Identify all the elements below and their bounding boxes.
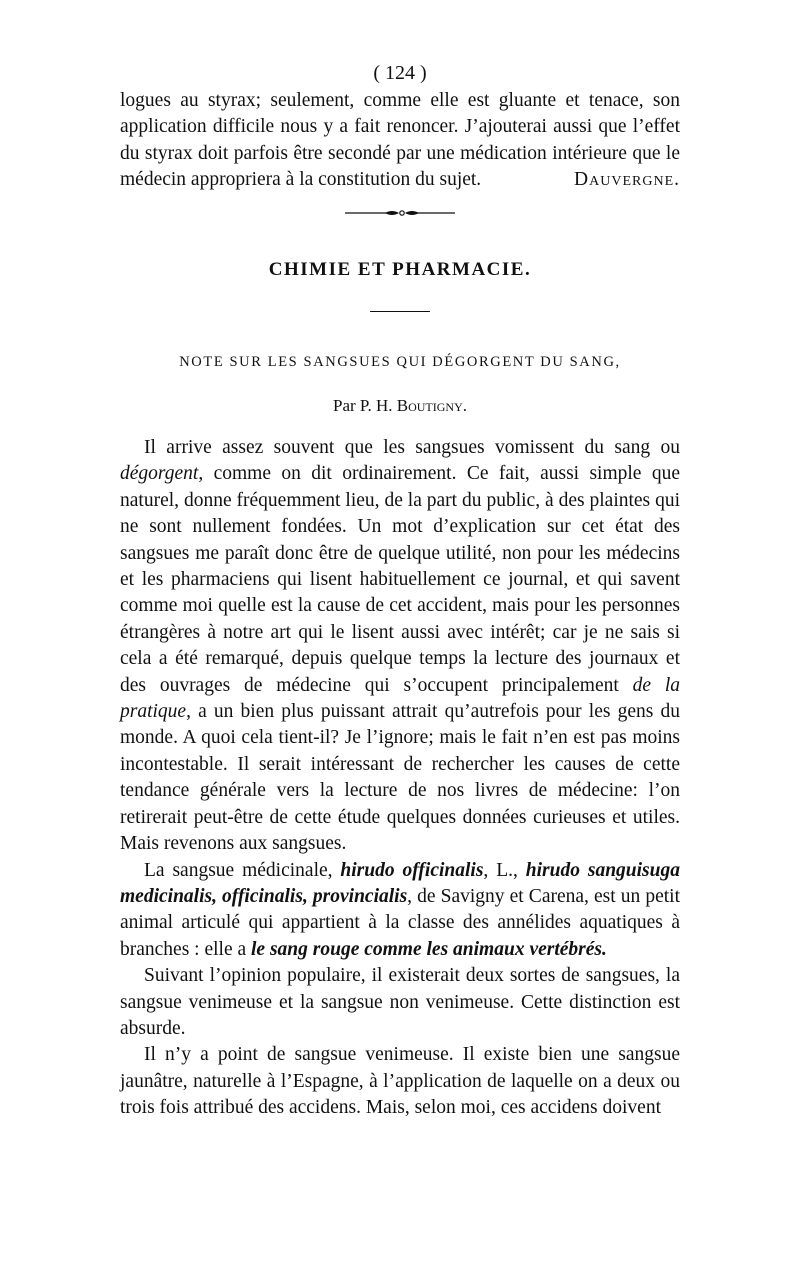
paragraph-2-text-a: La sangsue médicinale, [144, 859, 341, 881]
paragraph-2-emphasis-1: hirudo officinalis [340, 859, 484, 881]
article-byline [0, 393, 800, 419]
continued-text: logues au styrax; seulement, comme elle est gluante et tenace, son application difficile nous y a fait renoncer. J’ajouterai aussi que l’effet du styrax doit parfois être secondé par une médication intérieure que le médecin appropriera à la constitution du sujet. [120, 90, 680, 191]
page-number: ( 124 ) [373, 62, 427, 84]
paragraph-1 [120, 435, 680, 858]
paragraph-1-text-b: , comme on dit ordinairement. Ce fait, aussi simple que naturel, donne fréquemment lieu, de la part du public, à des plaintes qui ne sont nullement fondées. Un mot d’explication sur cet état des sangsues me paraît donc être de quelque utilité, non pour les médecins et les pharmaciens qui lisent habituellement ce journal, et qui savent comme moi quelle est la cause de cet accident, mais pour les personnes étrangères à notre art qui le lisent aussi avec intérêt; car je ne sais si cela a été remarqué, depuis quelque temps la lecture des journaux et des ouvrages de médecine qui s’occupent principalement [120, 463, 680, 696]
paragraph-2-emphasis-3: le sang rouge comme les animaux vertébrés. [251, 938, 607, 960]
section-title: CHIMIE ET PHARMACIE. [268, 259, 532, 280]
paragraph-1-emphasis-1: dégorgent [120, 463, 199, 485]
byline-prefix: Par P. H. [332, 396, 397, 415]
title-rule [370, 311, 430, 312]
paragraph-1-emphasis-2: de la pratique [120, 674, 680, 723]
author-signature: Dauvergne. [574, 169, 680, 191]
article-title: NOTE SUR LES SANGSUES QUI DÉGORGENT DU SANG, [179, 354, 621, 370]
paragraph-1-text-a: Il arrive assez souvent que les sangsues vomissent du sang ou [144, 437, 680, 458]
author-name: Boutigny. [396, 396, 467, 415]
ornament-divider [345, 206, 455, 220]
paragraph-2-text-c: , de Savigny et Carena, est un petit animal articulé qui appartient à la classe des annélides aquatiques à branches : elle a [120, 885, 680, 960]
article-body [120, 435, 680, 1122]
paragraph-3: Suivant l’opinion populaire, il existerait deux sortes de sangsues, la sangsue venimeuse et la sangsue non venimeuse. Cette distinction est absurde. [120, 965, 680, 1039]
continued-paragraph [120, 88, 680, 194]
continued-text-block [120, 88, 680, 194]
paragraph-2-emphasis-2: hirudo sanguisuga medicinalis, officinalis, provincialis [120, 859, 680, 907]
paragraph-4: Il n’y a point de sangsue venimeuse. Il existe bien une sangsue jaunâtre, naturelle à l’Espagne, à l’application de laquelle on a deux ou trois fois attribué des accidens. Mais, selon moi, ces accidens doivent [120, 1044, 680, 1119]
paragraph-1-text-c: , a un bien plus puissant attrait qu’autrefois pour les gens du monde. A quoi cela tient-il? Je l’ignore; mais le fait n’en est pas moins incontestable. Il serait intéressant de rechercher les causes de cette tendance générale vers la lecture de nos livres de médecine: l’on retirerait peut-être de cette étude quelques données curieuses et utiles. Mais revenons aux sangsues. [120, 701, 680, 855]
paragraph-2 [120, 858, 680, 964]
paragraph-2-text-b: , L., [483, 859, 526, 881]
